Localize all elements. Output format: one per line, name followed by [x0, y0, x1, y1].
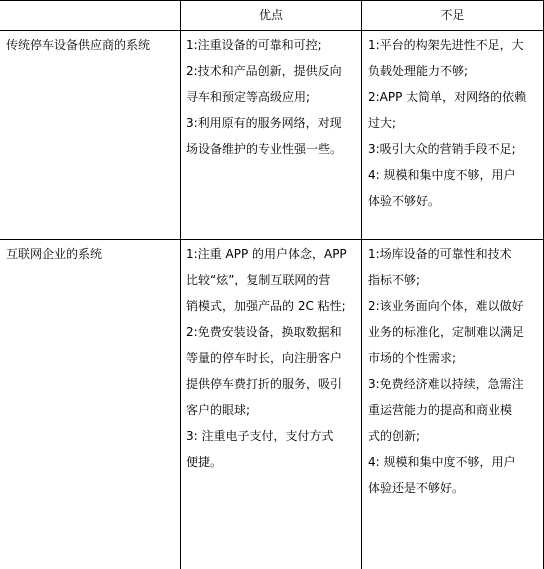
- column-divider: [361, 0, 362, 569]
- row-label-traditional: 传统停车设备供应商的系统: [6, 38, 151, 52]
- header-cons: 不足: [440, 8, 465, 22]
- pros-traditional: 1:注重设备的可靠和可控; 2:技术和产品创新，提供反向 寻车和预定等高级应用; 3:利用原有的服务网络，对现 场设备维护的专业性强一些。: [186, 38, 343, 156]
- table-top-border: [0, 0, 544, 1]
- row-label-internet: 互联网企业的系统: [6, 247, 103, 261]
- cons-traditional: 1:平台的构架先进性不足，大 负载处理能力不够; 2:APP 太简单，对网络的依赖 过大; 3:吸引大众的营销手段不足; 4: 规模和集中度不够，用户 体验不够好。: [368, 38, 527, 208]
- pros-internet: 1:注重 APP 的用户体念，APP 比较“炫”，复制互联网的营 销模式，加强产品的 2C 粘性; 2:免费安装设备，换取数据和 等量的停车时长，向注册客户 提供停车费打折的服务，吸引 客户的眼球; 3: 注重电子支付，支付方式 便捷。: [186, 247, 347, 469]
- cons-internet: 1:场库设备的可靠性和技术 指标不够; 2:该业务面向个体，难以做好 业务的标准化，定制难以满足 市场的个性需求; 3:免费经济难以持续，急需注 重运营能力的提高和商业模 式的创新; 4: 规模和集中度不够，用户 体验还是不够好。: [368, 247, 525, 495]
- header-pros: 优点: [258, 8, 283, 22]
- column-divider: [180, 0, 181, 569]
- header-divider: [0, 30, 544, 31]
- row-divider: [0, 239, 544, 240]
